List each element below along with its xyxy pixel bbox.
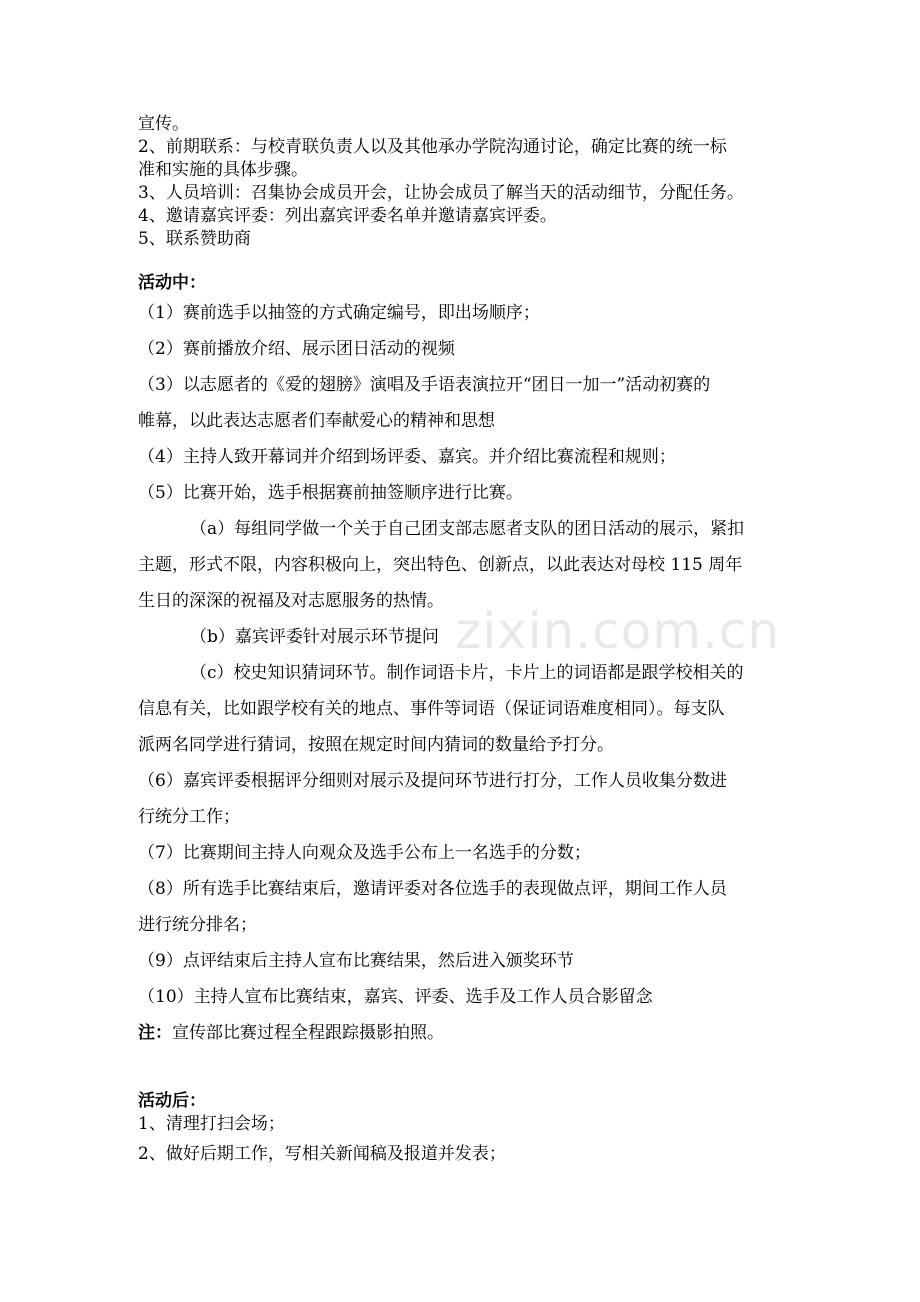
list-item: 进行统分排名； [138,915,257,935]
section-spacer [138,1051,790,1090]
paragraph-line: 5、联系赞助商 [138,229,251,249]
list-item: 行统分工作； [138,807,240,827]
sub-item-continuation: 信息有关，比如跟学校有关的地点、事件等词语（保证词语难度相同）。每支队 [138,699,725,719]
sub-item: （c）校史知识猜词环节。制作词语卡片，卡片上的词语都是跟学校相关的 [190,663,744,683]
list-item: 1、清理打扫会场； [138,1114,285,1134]
list-item: （7）比赛期间主持人向观众及选手公布上一名选手的分数； [138,843,591,863]
list-item: （9）点评结束后主持人宣布比赛结果，然后进入颁奖环节 [138,951,574,971]
note-line [138,1015,790,1051]
sub-item-continuation: 派两名同学进行猜词，按照在规定时间内猜词的数量给予打分。 [138,735,614,755]
sub-item-continuation: 生日的深深的祝福及对志愿服务的热情。 [138,591,444,611]
list-item: 2、做好后期工作，写相关新闻稿及报道并发表； [138,1144,506,1164]
list-item: （8）所有选手比赛结束后，邀请评委对各位选手的表现做点评，期间工作人员 [138,879,727,899]
note-text: 宣传部比赛过程全程跟踪摄影拍照。 [172,1023,444,1043]
note-label: 注： [138,1023,172,1043]
paragraph-line: 2、前期联系：与校青联负责人以及其他承办学院沟通讨论，确定比赛的统一标 [138,137,727,157]
sub-item: （b）嘉宾评委针对展示环节提问 [190,627,439,647]
section-heading-after: 活动后： [138,1091,206,1111]
list-item: （4）主持人致开幕词并介绍到场评委、嘉宾。并介绍比赛流程和规则； [138,447,676,467]
list-item: （10）主持人宣布比赛结束，嘉宾、评委、选手及工作人员合影留念 [138,987,653,1007]
paragraph-line: 4、邀请嘉宾评委：列出嘉宾评委名单并邀请嘉宾评委。 [138,206,557,226]
list-item: （6）嘉宾评委根据评分细则对展示及提问环节进行打分，工作人员收集分数进 [138,771,727,791]
section-heading-during: 活动中： [138,273,206,293]
paragraph-line: 宣传。 [138,114,189,134]
list-item: （3）以志愿者的《爱的翅膀》演唱及手语表演拉开“团日一加一”活动初赛的 [138,375,711,395]
sub-item-continuation: 主题，形式不限，内容积极向上，突出特色、创新点，以此表达对母校 115 周年 [138,555,743,575]
section-spacer [138,251,790,272]
list-item: （1）赛前选手以抽签的方式确定编号，即出场顺序； [138,303,540,323]
list-item: 帷幕，以此表达志愿者们奉献爱心的精神和思想 [138,411,495,431]
paragraph-line: 3、人员培训：召集协会成员开会，让协会成员了解当天的活动细节，分配任务。 [138,183,744,203]
paragraph-line: 准和实施的具体步骤。 [138,160,308,180]
list-item: （5）比赛开始，选手根据赛前抽签顺序进行比赛。 [138,483,523,503]
list-item: （2）赛前播放介绍、展示团日活动的视频 [138,339,455,359]
watermark: zixin.com.cn [455,602,781,660]
sub-item: （a）每组同学做一个关于自己团支部志愿者支队的团日活动的展示，紧扣 [190,519,745,539]
